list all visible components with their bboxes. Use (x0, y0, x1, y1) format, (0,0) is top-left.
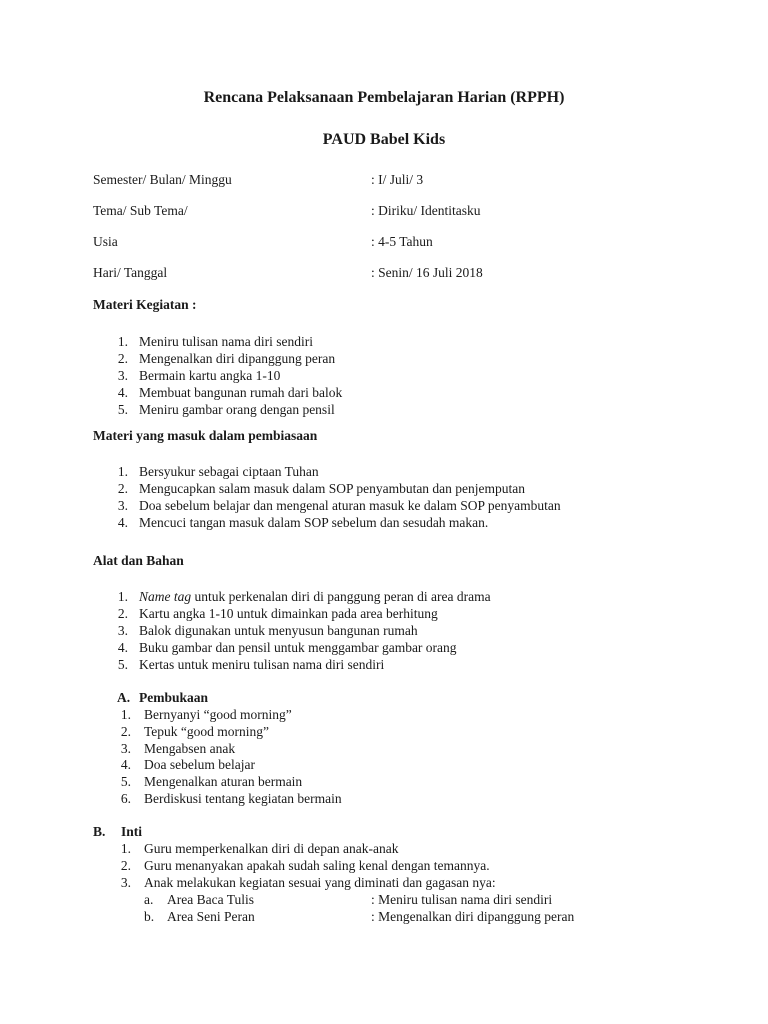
list-item: Bernyanyi “good morning” (144, 707, 292, 722)
list-item: Kartu angka 1-10 untuk dimainkan pada area berhitung (139, 606, 438, 621)
list-item: Membuat bangunan rumah dari balok (139, 385, 343, 400)
pembukaan-heading: Pembukaan (139, 690, 209, 705)
list-number: 4. (117, 385, 128, 400)
info-value: : I/ Juli/ 3 (371, 172, 424, 187)
list-item: Guru menanyakan apakah sudah saling kenal dengan temannya. (144, 858, 490, 873)
list-item: Anak melakukan kegiatan sesuai yang diminati dan gagasan nya: (144, 875, 496, 890)
italic-term: Name tag (139, 589, 192, 604)
area-letter: b. (144, 909, 155, 924)
list-number: 5. (117, 657, 128, 672)
list-number: 3. (117, 498, 128, 513)
list-number: 2. (117, 606, 128, 621)
list-number: 2. (120, 724, 131, 739)
info-label: Semester/ Bulan/ Minggu (93, 172, 232, 187)
list-item: Buku gambar dan pensil untuk menggambar gambar orang (139, 640, 457, 655)
list-number: 2. (120, 858, 131, 873)
list-number: 3. (117, 623, 128, 638)
inti-heading: Inti (121, 824, 143, 839)
list-number: 1. (120, 707, 131, 722)
list-item: Kertas untuk meniru tulisan nama diri sendiri (139, 657, 385, 672)
info-value: : Senin/ 16 Juli 2018 (371, 265, 483, 280)
info-label: Tema/ Sub Tema/ (93, 203, 188, 218)
list-number: 2. (117, 481, 128, 496)
list-number: 1. (117, 334, 128, 349)
list-item: Bersyukur sebagai ciptaan Tuhan (139, 464, 319, 479)
list-item (139, 589, 491, 605)
school-name: PAUD Babel Kids (322, 131, 446, 148)
materi-kegiatan-heading: Materi Kegiatan : (93, 297, 197, 312)
info-label: Hari/ Tanggal (93, 265, 168, 280)
list-number: 1. (117, 589, 128, 604)
list-number: 3. (120, 875, 131, 890)
info-label: Usia (93, 234, 118, 249)
list-number: 5. (120, 774, 131, 789)
area-value: : Meniru tulisan nama diri sendiri (371, 892, 553, 907)
list-item-text: untuk perkenalan diri di panggung peran di area drama (191, 589, 491, 604)
list-item: Doa sebelum belajar dan mengenal aturan masuk ke dalam SOP penyambutan (139, 498, 561, 513)
list-number: 2. (117, 351, 128, 366)
list-number: 1. (117, 464, 128, 479)
list-item: Tepuk “good morning” (144, 724, 270, 739)
list-item: Mengenalkan aturan bermain (144, 774, 303, 789)
list-number: 1. (120, 841, 131, 856)
list-number: 4. (120, 757, 131, 772)
list-item: Mencuci tangan masuk dalam SOP sebelum dan sesudah makan. (139, 515, 489, 530)
area-value: : Mengenalkan diri dipanggung peran (371, 909, 575, 924)
list-item: Meniru gambar orang dengan pensil (139, 402, 335, 417)
list-number: 3. (117, 368, 128, 383)
list-item: Mengabsen anak (144, 741, 236, 756)
area-name: Area Seni Peran (167, 909, 255, 924)
list-item: Mengucapkan salam masuk dalam SOP penyambutan dan penjemputan (139, 481, 526, 496)
section-letter: B. (93, 824, 106, 839)
list-item: Doa sebelum belajar (144, 757, 255, 772)
list-item: Bermain kartu angka 1-10 (139, 368, 281, 383)
list-item: Mengenalkan diri dipanggung peran (139, 351, 336, 366)
list-number: 3. (120, 741, 131, 756)
list-item: Berdiskusi tentang kegiatan bermain (144, 791, 342, 806)
document-title: Rencana Pelaksanaan Pembelajaran Harian (RPPH) (203, 89, 565, 106)
info-value: : Diriku/ Identitasku (371, 203, 481, 218)
list-item: Guru memperkenalkan diri di depan anak-anak (144, 841, 399, 856)
section-letter: A. (117, 690, 131, 705)
list-number: 5. (117, 402, 128, 417)
list-number: 4. (117, 515, 128, 530)
info-value: : 4-5 Tahun (371, 234, 433, 249)
list-number: 4. (117, 640, 128, 655)
list-item: Meniru tulisan nama diri sendiri (139, 334, 313, 349)
list-number: 6. (120, 791, 131, 806)
alat-bahan-heading: Alat dan Bahan (93, 553, 184, 568)
area-letter: a. (144, 892, 154, 907)
pembiasaan-heading: Materi yang masuk dalam pembiasaan (93, 428, 318, 443)
list-item: Balok digunakan untuk menyusun bangunan rumah (139, 623, 418, 638)
area-name: Area Baca Tulis (167, 892, 254, 907)
